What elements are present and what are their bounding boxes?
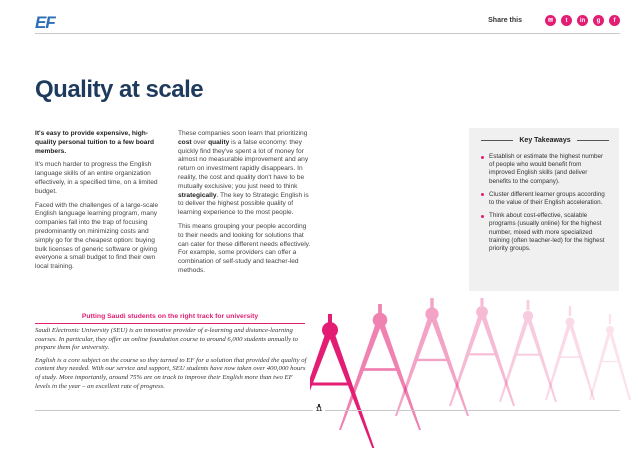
column-1-paragraph-2: Faced with the challenges of a large-scale English language learning program, many companies fall into the trap of focusing predominantly on minimizing costs and simply go for the cheapest option: buying bulk licenses of generic software or giving everyone a small budget to find their own local training. — [35, 201, 159, 271]
compass-shape — [545, 306, 595, 400]
page-title: Quality at scale — [35, 76, 204, 103]
facebook-icon[interactable]: f — [609, 15, 620, 26]
emphasis-strategically: strategically — [178, 191, 217, 199]
share-bar — [488, 15, 620, 26]
case-study-paragraph-2: English is a core subject on the course so they turned to EF for a solution that provided the quality of content they needed. With our service and support, SEU students have now taken over 400,000 hours of study. More importantly, around 75% are on track to improve their English more than two EF levels in the year – an excellent rate of progress. — [35, 356, 307, 390]
ef-logo: EF — [35, 13, 55, 32]
text-run: . The key to Strategic English is to deliver the highest possible quality of learning experience to the most people. — [178, 191, 309, 217]
text-run: These companies soon learn that prioritizing — [178, 130, 308, 137]
case-study-title: Putting Saudi students on the right track for university — [81, 313, 259, 320]
linkedin-icon[interactable]: in — [577, 15, 588, 26]
column-1 — [35, 130, 165, 277]
header-divider — [35, 33, 620, 34]
compass-shape — [395, 298, 469, 416]
key-takeaways-panel — [469, 128, 619, 291]
case-study-body — [35, 327, 307, 395]
case-study-paragraph-1: Saudi Electronic University (SEU) is an innovative provider of e-learning and distance-learning courses. In particular, they offer an online foundation course to around 6,000 students annually to prepare them for university. — [35, 327, 298, 352]
compass-shape — [339, 304, 421, 430]
emphasis-quality: quality — [208, 138, 230, 146]
case-study-divider — [35, 323, 305, 324]
compass-shape — [310, 314, 375, 448]
list-item: Cluster different learner groups according to the value of their English acceleration. — [481, 191, 609, 207]
compass-shape — [589, 314, 631, 400]
key-takeaways-title: Key Takeaways — [519, 137, 571, 144]
key-takeaways-header — [481, 137, 609, 144]
text-run: over — [191, 138, 209, 146]
list-item: Think about cost-effective, scalable programs (usually online) for the highest number, mixed with more specialized training (often teacher-led) for the highest priority groups. — [481, 212, 609, 253]
list-item: Establish or estimate the highest number of people who would benefit from improved English skills (and deliver benefits to the company). — [481, 153, 609, 186]
divider — [577, 140, 609, 141]
emphasis-cost: cost — [178, 138, 192, 146]
key-takeaways-list — [481, 153, 609, 253]
column-2 — [178, 130, 312, 281]
footer-divider — [35, 410, 620, 411]
lead-paragraph: It's easy to provide expensive, high-quality personal tuition to a few board members. — [35, 130, 155, 155]
share-label: Share this — [488, 17, 522, 24]
compass-illustration — [310, 298, 638, 448]
google-plus-icon[interactable]: g — [593, 15, 604, 26]
email-icon[interactable]: ✉ — [545, 15, 556, 26]
divider — [481, 140, 513, 141]
text-run: is a false economy: they quickly find they've spent a lot of money for almost no measurable improvement and any return on investment rapidly disappears. In reality, the cost and quality don't have to be mutually exclusive; you just need to think — [178, 138, 309, 190]
twitter-icon[interactable]: t — [561, 15, 572, 26]
page-number: 11 — [313, 406, 325, 420]
column-1-paragraph-1: It's much harder to progress the English language skills of an entire organization effectively, in a specified time, on a limited budget. — [35, 161, 158, 195]
column-2-paragraph-2: This means grouping your people according to their needs and looking for solutions that can cater for these different needs effectively. For example, some providers can offer a combination of self-study and teacher-led methods. — [178, 222, 311, 274]
column-2-paragraph-1 — [178, 130, 312, 218]
